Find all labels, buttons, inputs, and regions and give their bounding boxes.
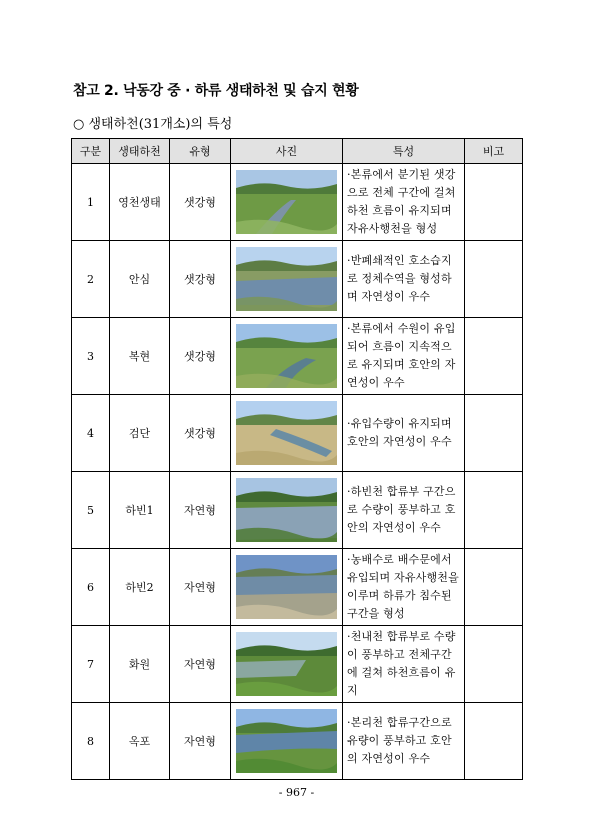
stream-characteristics: ·유입수량이 유지되며 호안의 자연성이 우수 [343,395,465,472]
stream-characteristics: ·본류에서 분기된 샛강으로 전체 구간에 걸쳐 하천 흐름이 유지되며 자유사행천을 형성 [343,164,465,241]
photo-cell [231,164,343,241]
stream-name: 옥포 [110,703,170,780]
section-subtitle: ○ 생태하천(31개소)의 특성 [73,117,233,132]
stream-characteristics: ·본리천 합류구간으로 유량이 풍부하고 호안의 자연성이 우수 [343,703,465,780]
header-no: 구분 [72,139,110,164]
header-characteristics: 특성 [343,139,465,164]
row-number: 4 [72,395,110,472]
stream-characteristics: ·천내천 합류부로 수량이 풍부하고 전체구간에 걸쳐 하천흐름이 유지 [343,626,465,703]
stream-characteristics: ·반폐쇄적인 호소습지로 정체수역을 형성하며 자연성이 우수 [343,241,465,318]
stream-name: 하빈1 [110,472,170,549]
table-row [72,626,523,703]
table-header-row [72,139,523,164]
table-row [72,395,523,472]
stream-type: 샛강형 [170,164,231,241]
wetland-photo-8 [236,709,337,773]
header-remarks: 비고 [465,139,523,164]
photo-cell [231,395,343,472]
stream-name: 안심 [110,241,170,318]
row-number: 3 [72,318,110,395]
stream-type: 샛강형 [170,318,231,395]
stream-name: 복현 [110,318,170,395]
row-number: 8 [72,703,110,780]
row-number: 6 [72,549,110,626]
photo-cell [231,318,343,395]
header-type: 유형 [170,139,231,164]
page-number: - 967 - [278,786,315,799]
stream-remarks [465,318,523,395]
row-number: 5 [72,472,110,549]
stream-remarks [465,703,523,780]
stream-characteristics: ·농배수로 배수문에서 유입되며 자유사행천을 이루며 하류가 침수된 구간을 형성 [343,549,465,626]
wetland-photo-4 [236,401,337,465]
photo-cell [231,241,343,318]
stream-name: 검단 [110,395,170,472]
header-stream: 생태하천 [110,139,170,164]
stream-remarks [465,395,523,472]
row-number: 2 [72,241,110,318]
stream-characteristics: ·본류에서 수원이 유입되어 흐름이 지속적으로 유지되며 호안의 자연성이 우수 [343,318,465,395]
stream-remarks [465,626,523,703]
page-title: 참고 2. 낙동강 중 · 하류 생태하천 및 습지 현황 [73,83,359,99]
wetland-photo-6 [236,555,337,619]
row-number: 1 [72,164,110,241]
table-row [72,703,523,780]
stream-type: 자연형 [170,703,231,780]
stream-name: 화원 [110,626,170,703]
stream-type: 자연형 [170,472,231,549]
table-row [72,549,523,626]
ecological-stream-table [71,138,523,780]
stream-type: 샛강형 [170,395,231,472]
table-row [72,241,523,318]
stream-type: 샛강형 [170,241,231,318]
wetland-photo-2 [236,247,337,311]
wetland-photo-5 [236,478,337,542]
wetland-photo-1 [236,170,337,234]
stream-remarks [465,549,523,626]
row-number: 7 [72,626,110,703]
header-photo: 사진 [231,139,343,164]
stream-type: 자연형 [170,549,231,626]
stream-type: 자연형 [170,626,231,703]
photo-cell [231,626,343,703]
table-row [72,164,523,241]
photo-cell [231,472,343,549]
stream-characteristics: ·하빈천 합류부 구간으로 수량이 풍부하고 호안의 자연성이 우수 [343,472,465,549]
wetland-photo-3 [236,324,337,388]
photo-cell [231,549,343,626]
table-row [72,472,523,549]
stream-name: 하빈2 [110,549,170,626]
wetland-photo-7 [236,632,337,696]
stream-name: 영천생태 [110,164,170,241]
stream-remarks [465,472,523,549]
stream-remarks [465,241,523,318]
stream-remarks [465,164,523,241]
photo-cell [231,703,343,780]
table-row [72,318,523,395]
